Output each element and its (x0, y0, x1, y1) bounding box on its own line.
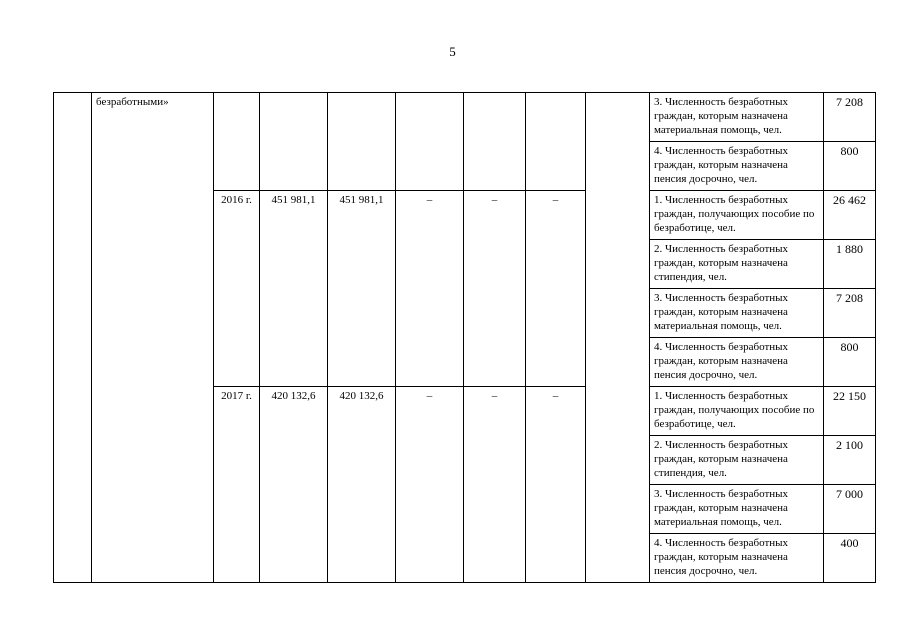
indicator-text: 2. Численность безработных граждан, которым назначена стипендия, чел. (650, 240, 824, 289)
year-cell: 2016 г. (214, 191, 260, 387)
col4-cell (396, 93, 464, 191)
indicator-value: 22 150 (824, 387, 876, 436)
col5-cell: – (464, 387, 526, 583)
federal-cell: 420 132,6 (328, 387, 396, 583)
indicator-value: 26 462 (824, 191, 876, 240)
col6-cell: – (526, 387, 586, 583)
col4-cell: – (396, 387, 464, 583)
col6-cell (526, 93, 586, 191)
indicator-value: 7 208 (824, 289, 876, 338)
indicator-text: 3. Численность безработных граждан, которым назначена материальная помощь, чел. (650, 485, 824, 534)
year-cell (214, 93, 260, 191)
program-name-cell: безработными» (92, 93, 214, 583)
indicator-value: 800 (824, 338, 876, 387)
table-row (54, 93, 876, 142)
indicator-value: 1 880 (824, 240, 876, 289)
col6-cell: – (526, 191, 586, 387)
indicator-text: 1. Численность безработных граждан, получающих пособие по безработице, чел. (650, 387, 824, 436)
empty-cell (586, 93, 650, 583)
page-number: 5 (449, 44, 456, 59)
federal-cell: 451 981,1 (328, 191, 396, 387)
indicator-value: 7 208 (824, 93, 876, 142)
indicator-text: 3. Численность безработных граждан, которым назначена материальная помощь, чел. (650, 93, 824, 142)
federal-cell (328, 93, 396, 191)
program-table (53, 92, 876, 583)
total-cell (260, 93, 328, 191)
indicator-value: 400 (824, 534, 876, 583)
col4-cell: – (396, 191, 464, 387)
col5-cell: – (464, 191, 526, 387)
total-cell: 451 981,1 (260, 191, 328, 387)
indicator-value: 2 100 (824, 436, 876, 485)
indicator-text: 2. Численность безработных граждан, которым назначена стипендия, чел. (650, 436, 824, 485)
indicator-text: 1. Численность безработных граждан, получающих пособие по безработице, чел. (650, 191, 824, 240)
col5-cell (464, 93, 526, 191)
total-cell: 420 132,6 (260, 387, 328, 583)
indicator-value: 7 000 (824, 485, 876, 534)
indicator-text: 4. Численность безработных граждан, которым назначена пенсия досрочно, чел. (650, 534, 824, 583)
indicator-value: 800 (824, 142, 876, 191)
indicator-text: 3. Численность безработных граждан, которым назначена материальная помощь, чел. (650, 289, 824, 338)
indicator-text: 4. Численность безработных граждан, которым назначена пенсия досрочно, чел. (650, 142, 824, 191)
number-cell (54, 93, 92, 583)
indicator-text: 4. Численность безработных граждан, которым назначена пенсия досрочно, чел. (650, 338, 824, 387)
year-cell: 2017 г. (214, 387, 260, 583)
